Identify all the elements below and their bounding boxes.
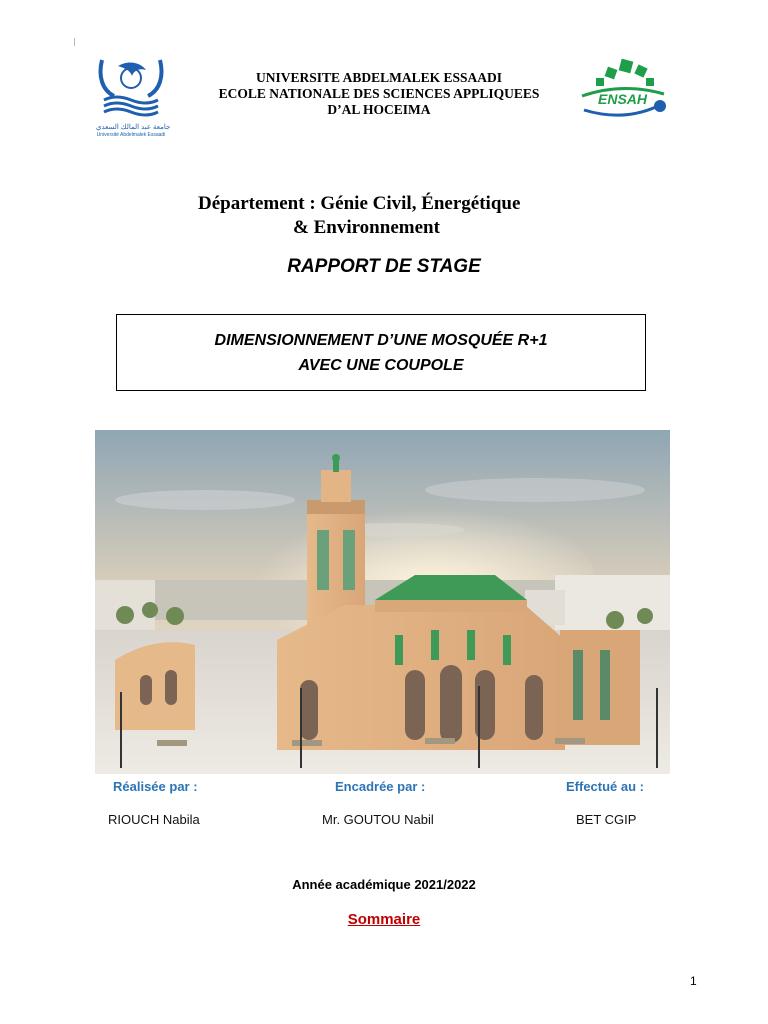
institution-header (170, 70, 588, 118)
ensah-logo (578, 58, 670, 126)
university-arabic-name: جامعة عبد المالك السعدي (96, 124, 171, 131)
mosque-rendering (95, 430, 670, 774)
university-emblem-icon (96, 56, 166, 118)
realisee-label: Réalisée par : (113, 779, 198, 794)
author-name: RIOUCH Nabila (108, 812, 200, 827)
header-city: D’AL HOCEIMA (327, 102, 431, 117)
department-heading (150, 192, 600, 240)
cover-image (95, 430, 670, 774)
department-line-2: & Environnement (293, 217, 440, 238)
effectue-label: Effectué au : (566, 779, 645, 794)
company-name: BET CGIP (576, 812, 637, 827)
report-title-box (116, 314, 646, 391)
margin-mark (74, 38, 75, 46)
ensah-wordmark: ENSAH (598, 91, 648, 107)
page-number: 1 (690, 974, 697, 988)
ensah-logo-icon (578, 58, 670, 126)
supervisor-name: Mr. GOUTOU Nabil (322, 812, 434, 827)
department-line-1: Département : Génie Civil, Énergétique (198, 193, 521, 214)
header-school: ECOLE NATIONALE DES SCIENCES APPLIQUEES (218, 86, 540, 101)
university-logo (96, 56, 171, 140)
encadree-label: Encadrée par : (335, 779, 426, 794)
report-title-line-1: DIMENSIONNEMENT D’UNE MOSQUÉE R+1 (214, 332, 548, 349)
report-type: RAPPORT DE STAGE (287, 256, 481, 277)
summary-heading: Sommaire (347, 911, 421, 928)
academic-year: Année académique 2021/2022 (292, 877, 476, 892)
header-university: UNIVERSITE ABDELMALEK ESSAADI (255, 70, 503, 85)
university-latin-name: Université Abdelmalek Essaadi (96, 132, 166, 138)
report-title-line-2: AVEC UNE COUPOLE (298, 357, 464, 374)
